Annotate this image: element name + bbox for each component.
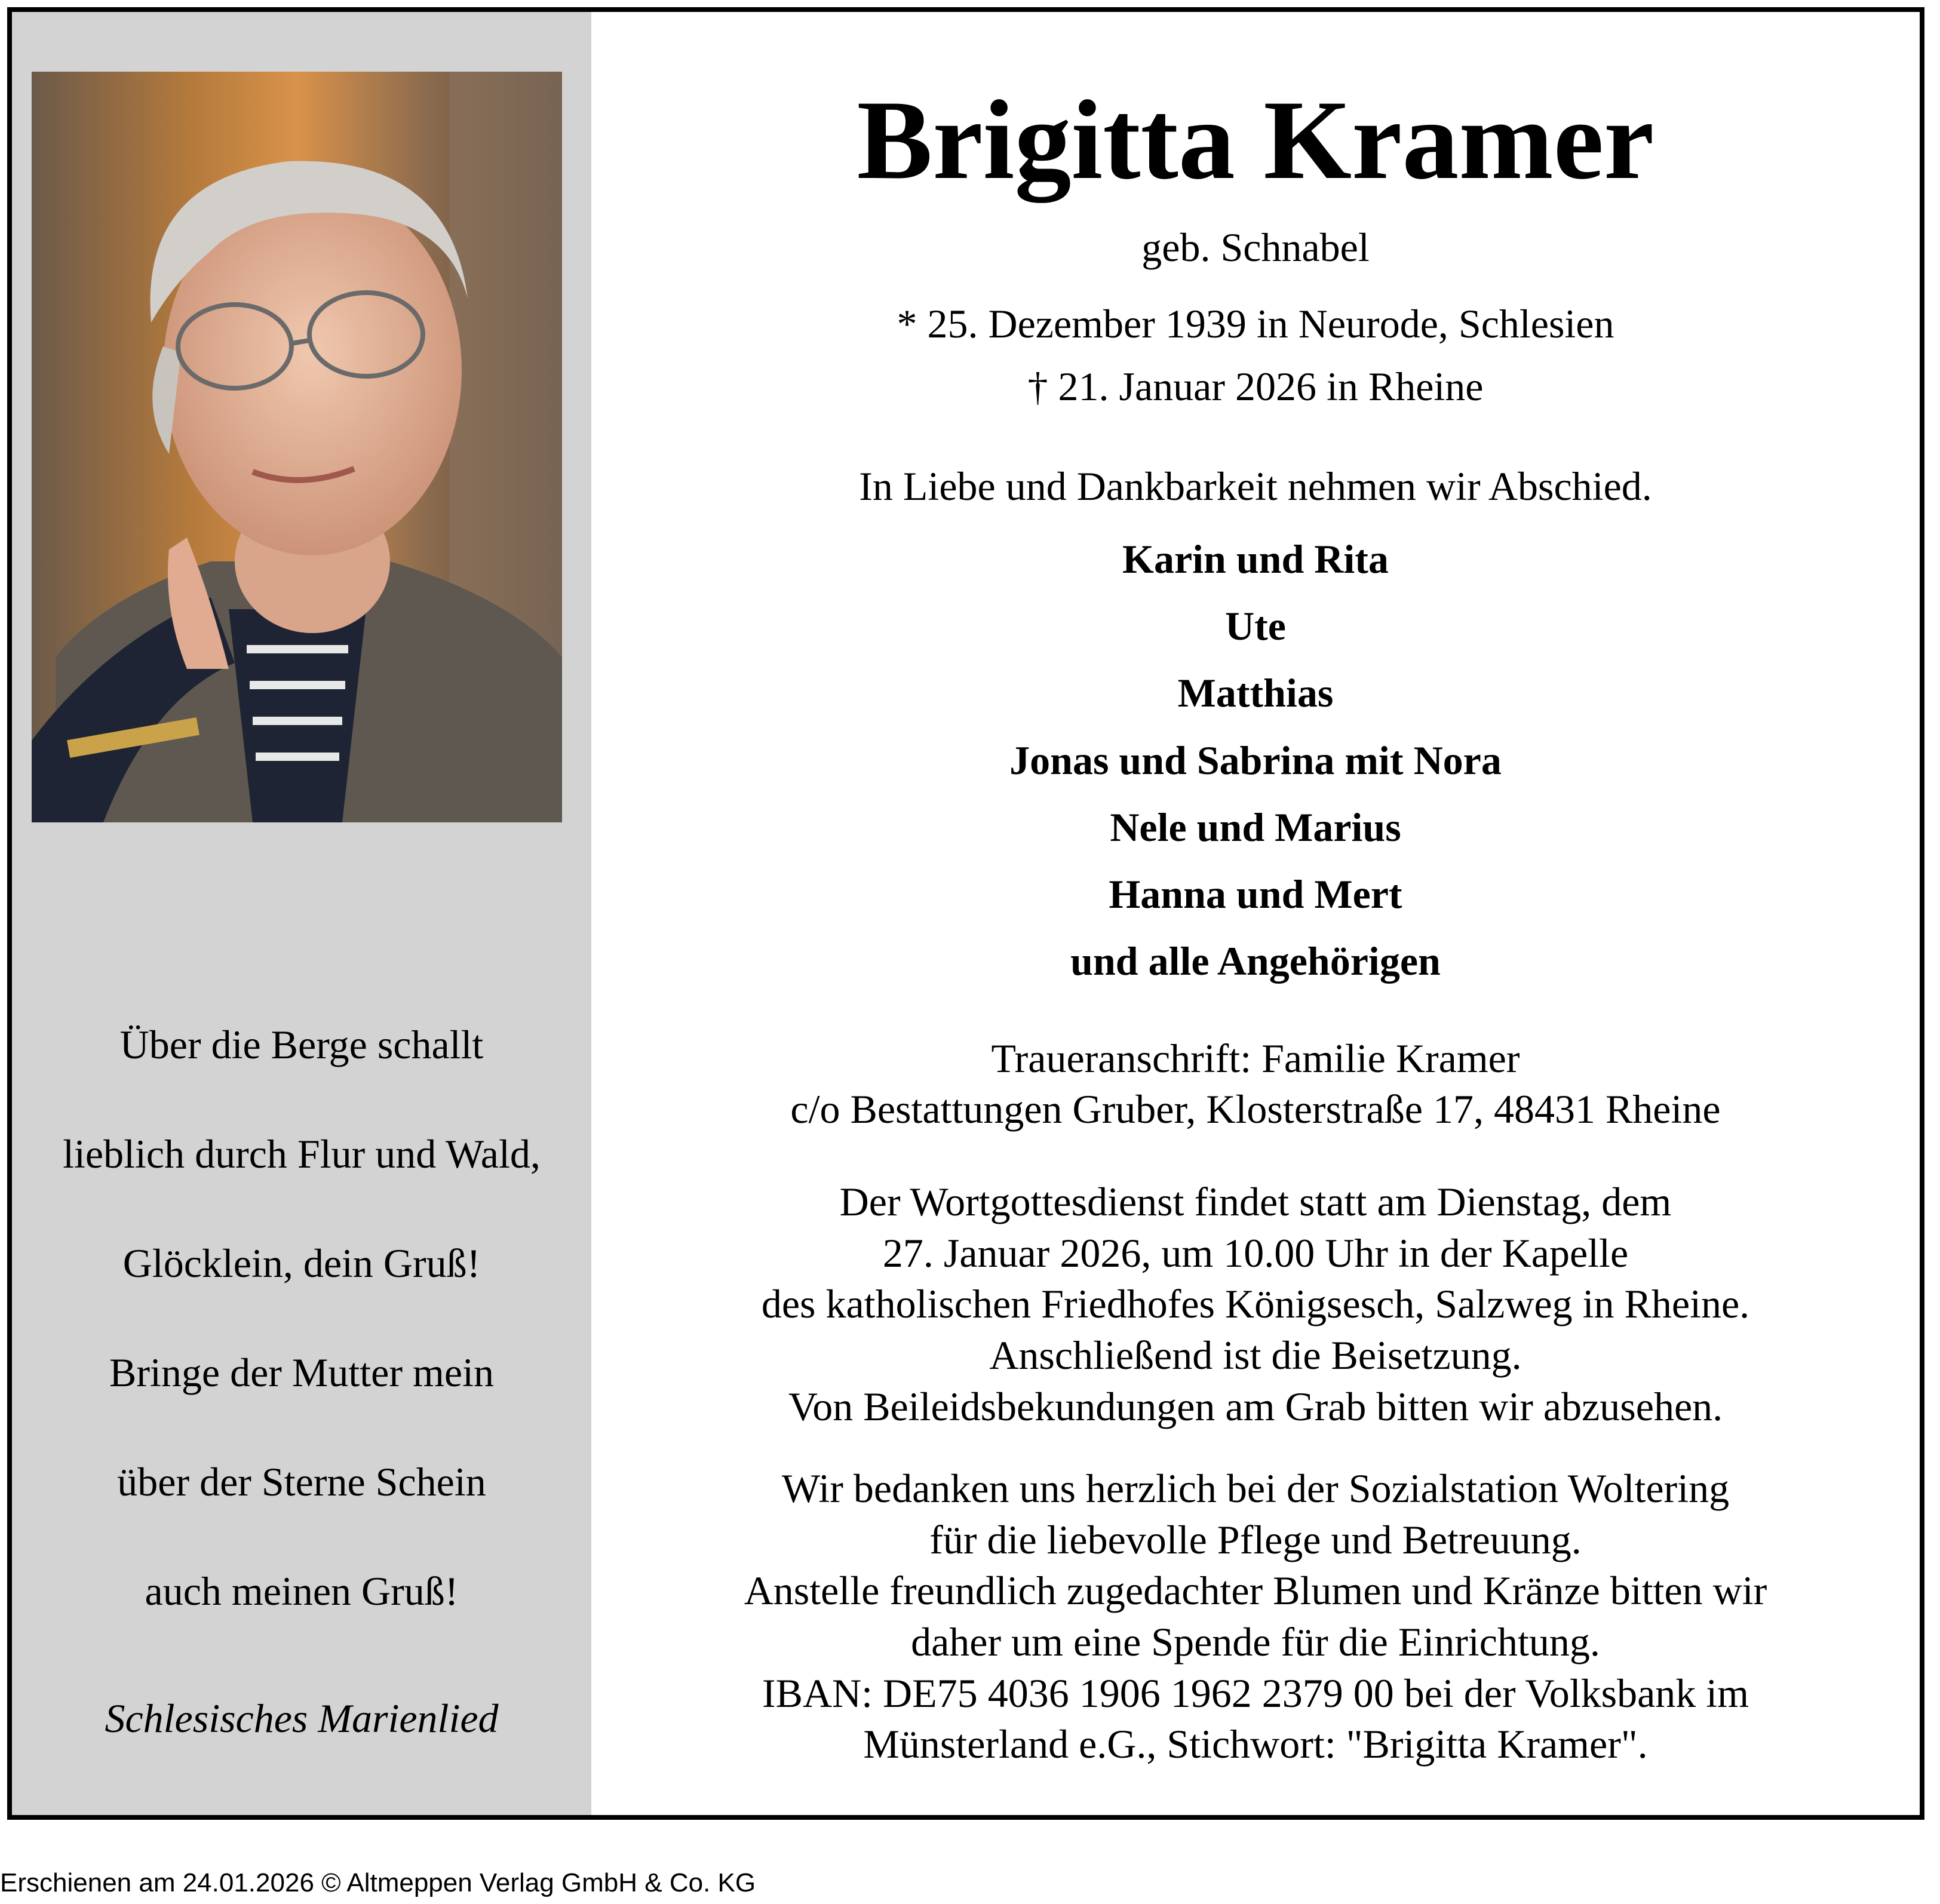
address-line: c/o Bestattungen Gruber, Klosterstraße 17, 48431 Rheine xyxy=(790,1086,1721,1132)
family-member: Hanna und Mert xyxy=(1109,871,1402,917)
obituary-notice xyxy=(7,7,1924,1820)
thanks-line: Wir bedanken uns herzlich bei der Sozialstation Woltering xyxy=(781,1466,1730,1511)
family-member: Jonas und Sabrina mit Nora xyxy=(1009,737,1502,783)
address-line: Traueranschrift: Familie Kramer xyxy=(991,1036,1520,1081)
farewell-line: In Liebe und Dankbarkeit nehmen wir Abschied. xyxy=(859,463,1652,509)
poem-line: auch meinen Gruß! xyxy=(145,1568,459,1614)
service-info xyxy=(591,1177,1920,1432)
poem-line: lieblich durch Flur und Wald, xyxy=(63,1131,541,1177)
poem-source: Schlesisches Marienlied xyxy=(105,1696,499,1741)
deceased-name: Brigitta Kramer xyxy=(857,78,1654,203)
thanks-info xyxy=(591,1463,1920,1770)
family-member: und alle Angehörigen xyxy=(1070,938,1441,984)
service-line: Anschließend ist die Beisetzung. xyxy=(989,1332,1522,1378)
portrait-photo xyxy=(32,72,562,822)
poem-line: Über die Berge schallt xyxy=(119,1022,484,1067)
family-member: Karin und Rita xyxy=(1122,536,1389,582)
family-member: Nele und Marius xyxy=(1110,804,1401,850)
birth-date: * 25. Dezember 1939 in Neurode, Schlesien xyxy=(897,301,1614,346)
publication-footer: Erschienen am 24.01.2026 © Altmeppen Verlag GmbH & Co. KG xyxy=(0,1868,756,1897)
service-line: des katholischen Friedhofes Königsesch, Salzweg in Rheine. xyxy=(761,1281,1750,1327)
family-member: Ute xyxy=(1225,603,1286,649)
service-line: Der Wortgottesdienst findet statt am Dienstag, dem xyxy=(839,1179,1672,1224)
notice-main xyxy=(591,12,1920,1815)
born-name: geb. Schnabel xyxy=(1141,225,1370,270)
thanks-line: Münsterland e.G., Stichwort: "Brigitta Kramer". xyxy=(863,1721,1648,1767)
poem xyxy=(12,1021,591,1742)
service-line: Von Beileidsbekundungen am Grab bitten wir abzusehen. xyxy=(788,1383,1723,1429)
thanks-line: Anstelle freundlich zugedachter Blumen und Kränze bitten wir xyxy=(744,1568,1767,1614)
poem-line: über der Sterne Schein xyxy=(117,1459,486,1504)
family-member: Matthias xyxy=(1177,670,1334,716)
life-dates xyxy=(591,293,1920,419)
portrait-illustration xyxy=(32,72,562,822)
poem-line: Glöcklein, dein Gruß! xyxy=(122,1240,481,1286)
poem-line: Bringe der Mutter mein xyxy=(109,1350,494,1395)
thanks-line: daher um eine Spende für die Einrichtung. xyxy=(911,1619,1600,1665)
sidebar xyxy=(12,12,591,1815)
mourning-address xyxy=(591,1033,1920,1135)
death-date: † 21. Januar 2026 in Rheine xyxy=(1027,364,1484,410)
family-list xyxy=(591,526,1920,994)
service-line: 27. Januar 2026, um 10.00 Uhr in der Kapelle xyxy=(882,1230,1629,1276)
thanks-line: für die liebevolle Pflege und Betreuung. xyxy=(929,1516,1582,1562)
thanks-line: IBAN: DE75 4036 1906 1962 2379 00 bei der Volksbank im xyxy=(762,1670,1749,1716)
